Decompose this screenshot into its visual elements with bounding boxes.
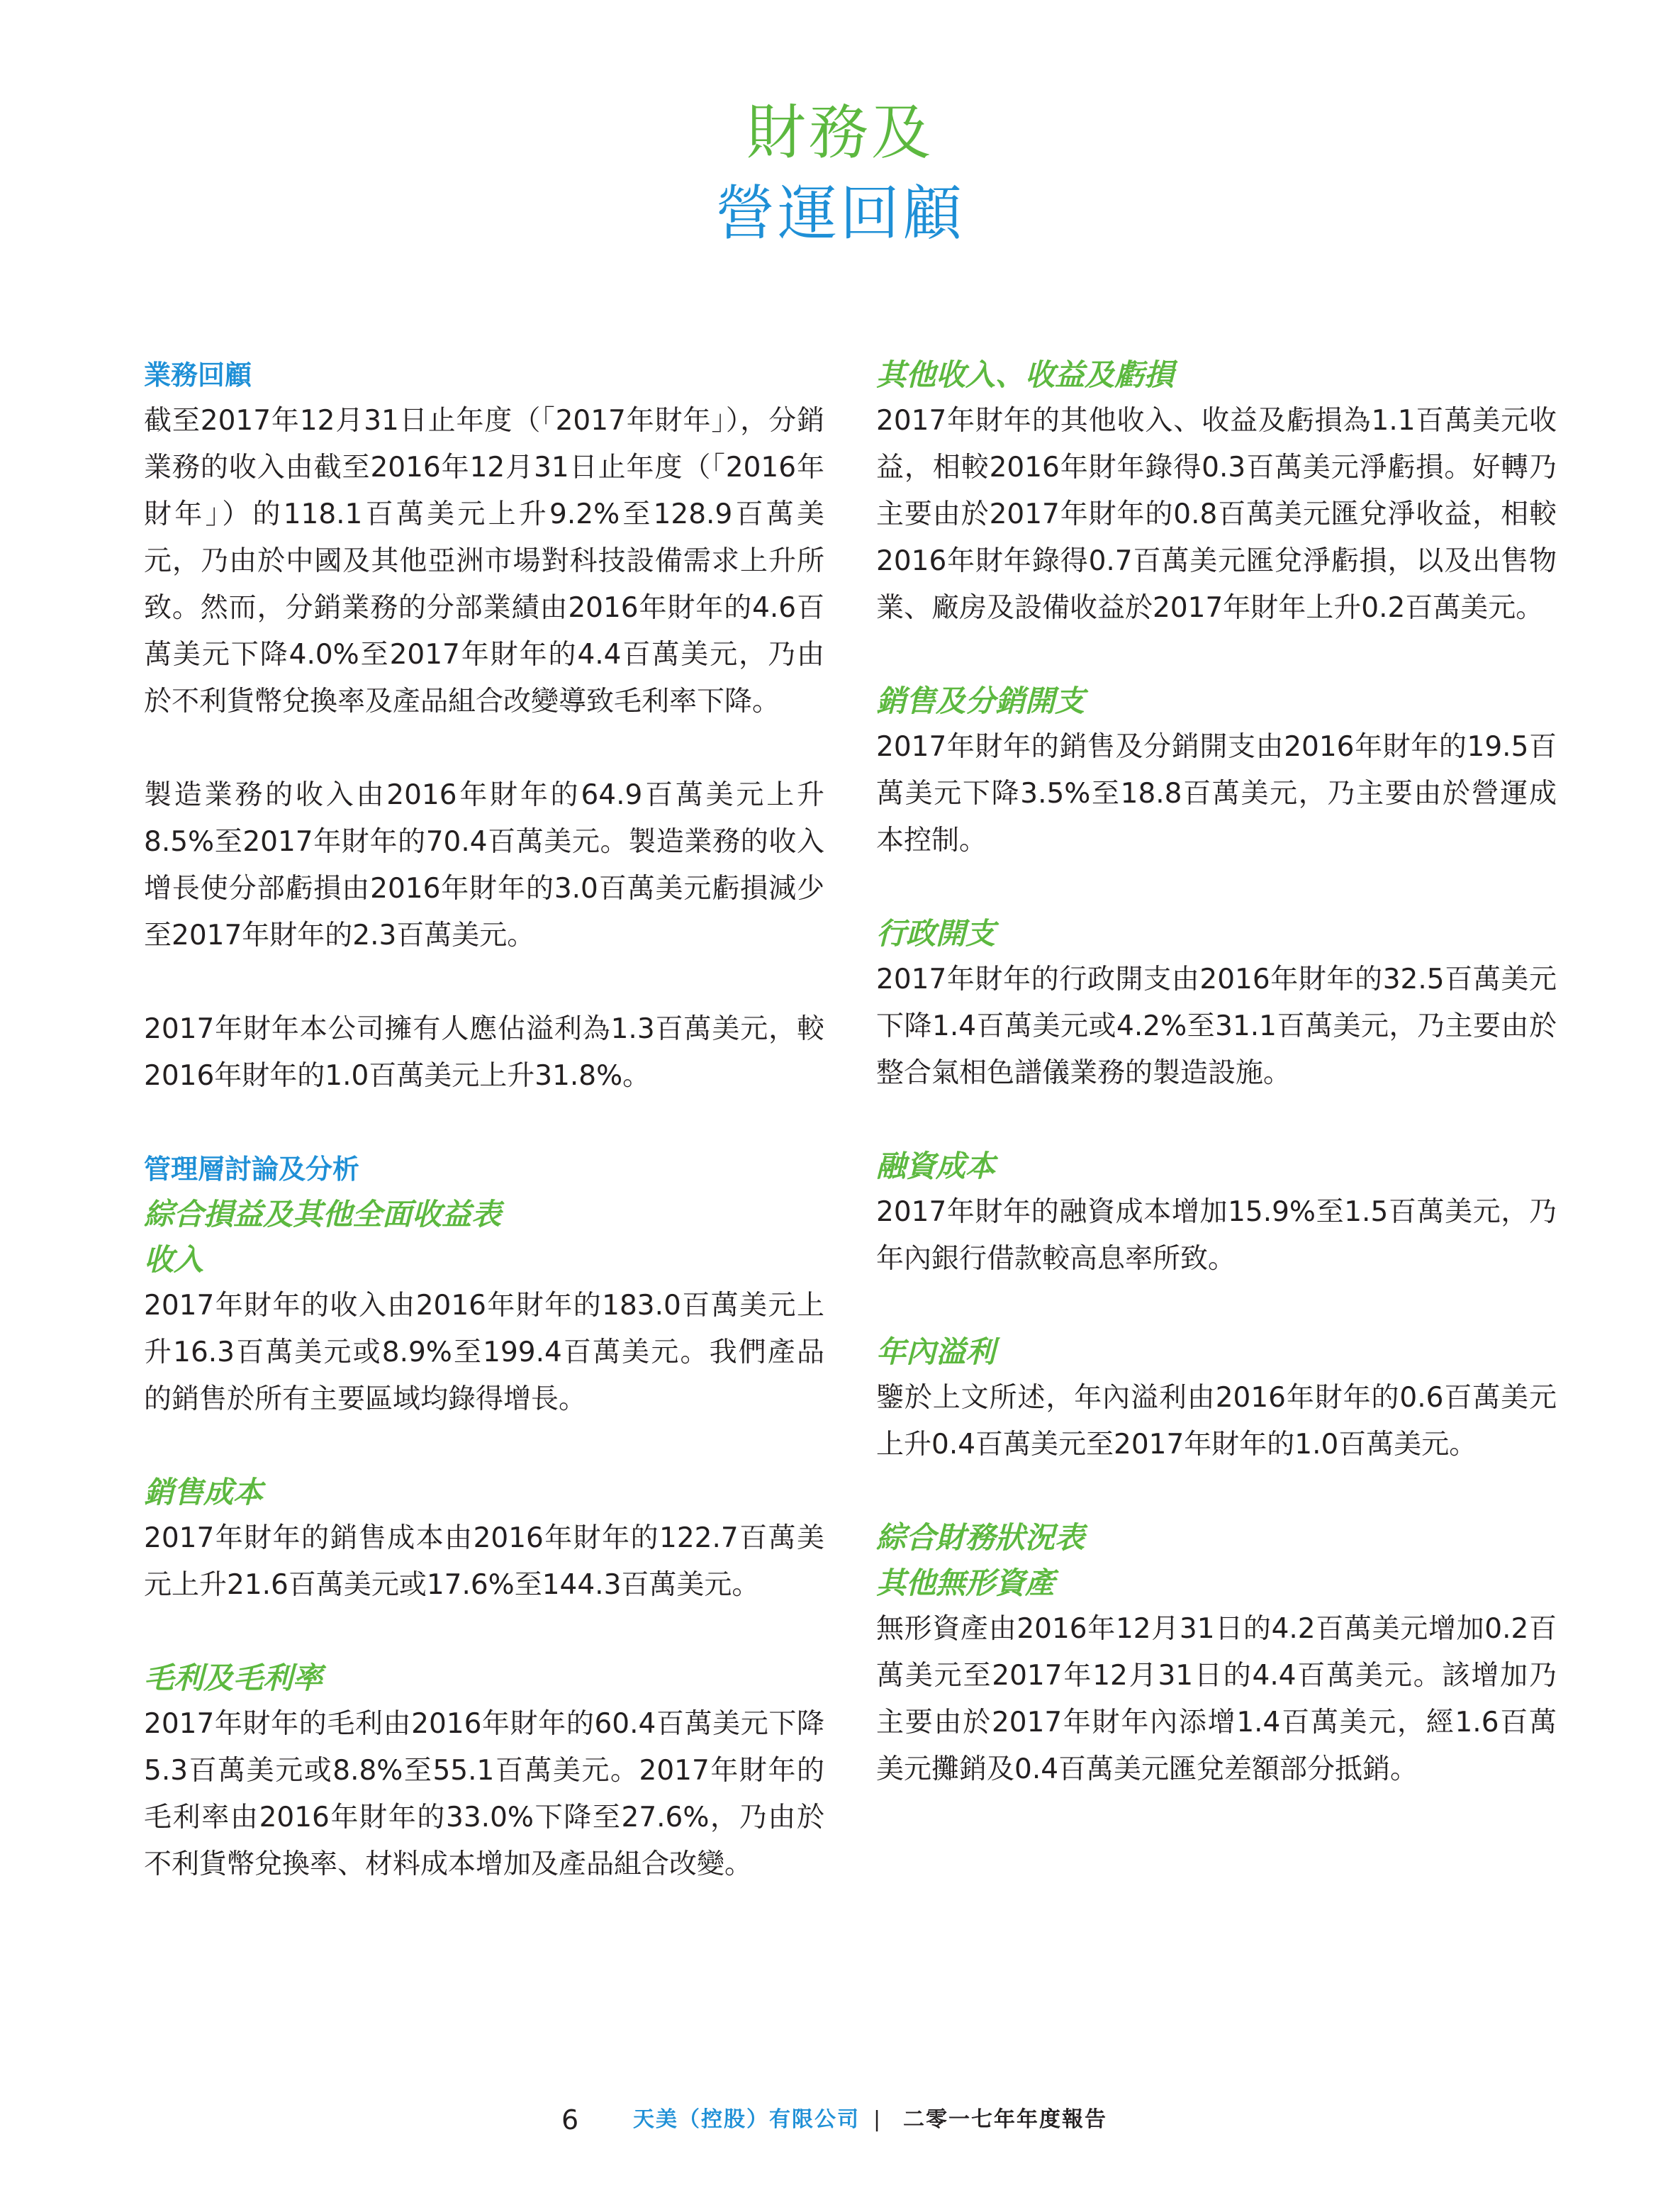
revenue-paragraph: 2017年財年的收入由2016年財年的183.0百萬美元上升16.3百萬美元或8.9%至199.4百萬美元。我們產品的銷售於所有主要區域均錄得增長。 xyxy=(144,1290,824,1415)
admin-expenses-heading: 行政開支 xyxy=(876,916,996,951)
company-name: 天美（控股）有限公司 xyxy=(633,2107,860,2132)
mda-heading: 管理層討論及分析 xyxy=(144,1154,360,1185)
financial-position-heading: 綜合財務狀況表 xyxy=(876,1520,1085,1555)
income-statement-subheading: 綜合損益及其他全面收益表 xyxy=(144,1197,502,1232)
revenue-section xyxy=(144,1146,824,1423)
business-review-paragraph-1: 截至2017年12月31日止年度（「2017年財年」），分銷業務的收入由截至2016年12月31日止年度（「2016年財年」）的118.1百萬美元上升9.2%至128.9百萬美元，乃由於中國及其他亞洲市場對科技設備需求上升所致。然而，分銷業務的分部業績由2016年財年的4.6百萬美元下降4.0%至2017年財年的4.4百萬美元，乃由於不利貨幣兌換率及產品組合改變導致毛利率下降。 xyxy=(144,405,824,718)
left-column xyxy=(144,352,824,1935)
admin-expenses-paragraph: 2017年財年的行政開支由2016年財年的32.5百萬美元下降1.4百萬美元或4.2%至31.1百萬美元，乃主要由於整合氣相色譜儀業務的製造設施。 xyxy=(876,964,1557,1089)
profit-for-year-section xyxy=(876,1329,1557,1468)
intangible-assets-heading: 其他無形資產 xyxy=(876,1565,1055,1600)
page-number: 6 xyxy=(561,2104,579,2136)
page-footer xyxy=(0,2099,1680,2141)
selling-expenses-paragraph: 2017年財年的銷售及分銷開支由2016年財年的19.5百萬美元下降3.5%至18.8百萬美元，乃主要由於營運成本控制。 xyxy=(876,731,1557,856)
business-review-paragraph-2: 製造業務的收入由2016年財年的64.9百萬美元上升8.5%至2017年財年的70.4百萬美元。製造業務的收入增長使分部虧損由2016年財年的3.0百萬美元虧損減少至2017年財年的2.3百萬美元。 xyxy=(144,779,824,951)
other-income-paragraph: 2017年財年的其他收入、收益及虧損為1.1百萬美元收益，相較2016年財年錄得0.3百萬美元淨虧損。好轉乃主要由於2017年財年的0.8百萬美元匯兌淨收益，相較2016年財年錄得0.7百萬美元匯兌淨虧損，以及出售物業、廠房及設備收益於2017年財年上升0.2百萬美元。 xyxy=(876,405,1557,624)
gross-profit-paragraph: 2017年財年的毛利由2016年財年的60.4百萬美元下降5.3百萬美元或8.8%至55.1百萬美元。2017年財年的毛利率由2016年財年的33.0%下降至27.6%，乃由於不利貨幣兌換率、材料成本增加及產品組合改變。 xyxy=(144,1708,824,1880)
finance-costs-paragraph: 2017年財年的融資成本增加15.9%至1.5百萬美元，乃年內銀行借款較高息率所致。 xyxy=(876,1196,1557,1275)
finance-costs-heading: 融資成本 xyxy=(876,1149,996,1183)
business-review-heading: 業務回顧 xyxy=(144,359,252,391)
selling-expenses-heading: 銷售及分銷開支 xyxy=(876,683,1085,718)
cost-of-sales-paragraph: 2017年財年的銷售成本由2016年財年的122.7百萬美元上升21.6百萬美元或17.6%至144.3百萬美元。 xyxy=(144,1522,824,1601)
profit-for-year-heading: 年內溢利 xyxy=(876,1334,996,1369)
page-title xyxy=(0,92,1680,254)
gross-profit-heading: 毛利及毛利率 xyxy=(144,1660,323,1695)
admin-expenses-section xyxy=(876,911,1557,1097)
profit-for-year-paragraph: 鑒於上文所述，年內溢利由2016年財年的0.6百萬美元上升0.4百萬美元至2017年財年的1.0百萬美元。 xyxy=(876,1382,1557,1461)
business-review-paragraph-3: 2017年財年本公司擁有人應佔溢利為1.3百萬美元，較2016年財年的1.0百萬美元上升31.8%。 xyxy=(144,1013,824,1092)
title-line-1: 財務及 xyxy=(746,98,934,167)
intangible-assets-paragraph: 無形資產由2016年12月31日的4.2百萬美元增加0.2百萬美元至2017年12月31日的4.4百萬美元。該增加乃主要由於2017年財年內添增1.4百萬美元，經1.6百萬美元攤銷及0.4百萬美元匯兌差額部分抵銷。 xyxy=(876,1613,1557,1785)
other-income-heading: 其他收入、收益及虧損 xyxy=(876,357,1175,392)
finance-costs-section xyxy=(876,1144,1557,1283)
business-review-section xyxy=(144,352,824,725)
intangible-assets-section xyxy=(876,1515,1557,1793)
gross-profit-section xyxy=(144,1656,824,1888)
selling-expenses-section xyxy=(876,679,1557,864)
cost-of-sales-heading: 銷售成本 xyxy=(144,1475,264,1509)
cost-of-sales-section xyxy=(144,1470,824,1609)
manufacturing-section xyxy=(144,772,824,959)
profit-attributable-section xyxy=(144,1006,824,1100)
footer-divider: | xyxy=(873,2107,881,2132)
revenue-heading: 收入 xyxy=(144,1242,204,1277)
title-line-2: 營運回顧 xyxy=(715,179,965,248)
report-title: 二零一七年年度報告 xyxy=(903,2107,1107,2132)
other-income-section xyxy=(876,352,1557,632)
right-column xyxy=(876,352,1557,1840)
